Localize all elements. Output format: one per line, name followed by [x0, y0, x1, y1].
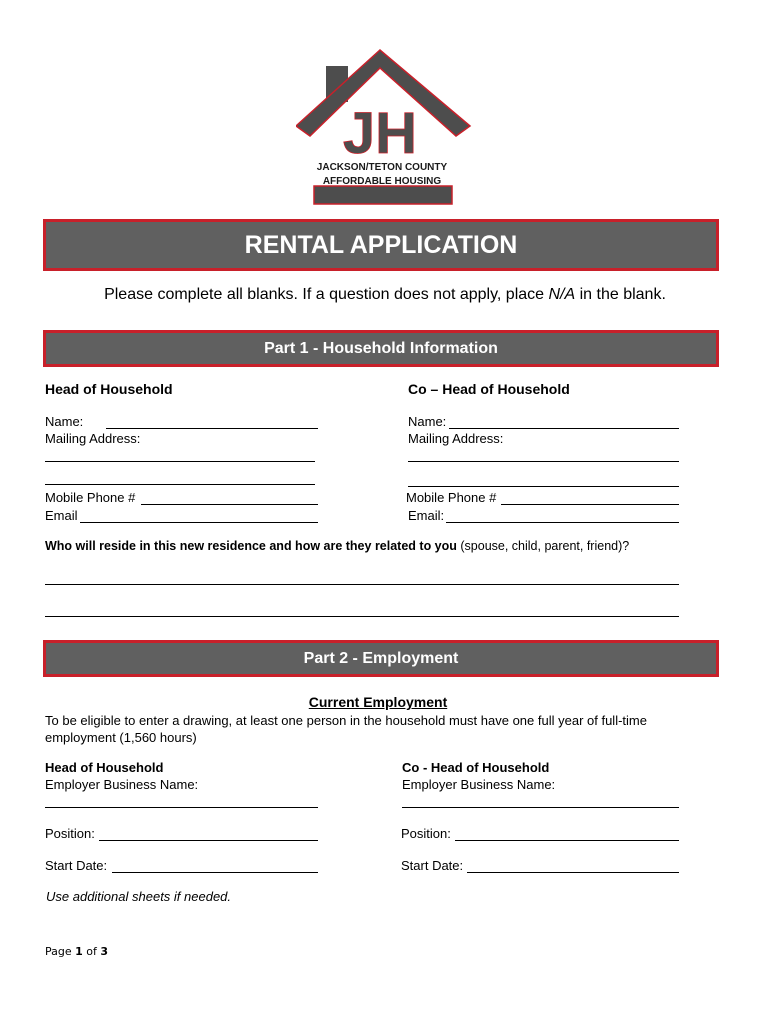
emp-head-position-label: Position: — [45, 826, 95, 841]
head-email-field[interactable] — [80, 522, 318, 523]
page-word: Page — [45, 945, 72, 958]
cohead-address-line-1[interactable] — [408, 461, 679, 462]
emp-head-title: Head of Household — [45, 760, 164, 775]
part2-header: Part 2 - Employment — [43, 640, 719, 677]
emp-cohead-position-label: Position: — [401, 826, 451, 841]
page-total: 3 — [100, 945, 109, 958]
emp-cohead-employer-label: Employer Business Name: — [402, 777, 556, 792]
emp-head-employer-label: Employer Business Name: — [45, 777, 199, 792]
cohead-name-field[interactable] — [449, 428, 679, 429]
logo-line-2: AFFORDABLE HOUSING — [322, 176, 442, 187]
eligibility-note: To be eligible to enter a drawing, at least one person in the household must have one full year of full-time employment (1,560 hours) — [45, 713, 647, 745]
head-title: Head of Household — [45, 381, 173, 397]
additional-sheets-note: Use additional sheets if needed. — [46, 889, 232, 904]
residents-question-rest: (spouse, child, parent, friend)? — [456, 539, 630, 553]
house-logo-graphic — [296, 48, 476, 208]
emp-head-employer-field[interactable] — [45, 807, 318, 808]
head-email-label: Email — [45, 508, 78, 523]
head-mailing-label: Mailing Address: — [45, 431, 141, 446]
emp-cohead-start-label: Start Date: — [401, 858, 464, 873]
head-name-label: Name: — [45, 414, 84, 429]
cohead-title: Co – Head of Household — [408, 381, 570, 397]
head-name-field[interactable] — [106, 428, 318, 429]
instructions — [0, 286, 770, 304]
page-number — [45, 945, 108, 958]
na-text: N/A — [548, 286, 576, 303]
page-title: RENTAL APPLICATION — [43, 219, 719, 271]
residents-line-1[interactable] — [45, 584, 679, 585]
head-address-line-1[interactable] — [45, 461, 315, 462]
part1-header: Part 1 - Household Information — [43, 330, 719, 367]
head-phone-label: Mobile Phone # — [45, 490, 136, 505]
logo-line-1: JACKSON/TETON COUNTY — [316, 162, 448, 173]
cohead-email-field[interactable] — [446, 522, 679, 523]
residents-line-2[interactable] — [45, 616, 679, 617]
emp-cohead-start-field[interactable] — [467, 872, 679, 873]
head-address-line-2[interactable] — [45, 484, 315, 485]
page-current: 1 — [75, 945, 83, 958]
page-of: of — [86, 945, 97, 958]
cohead-phone-field[interactable] — [501, 504, 679, 505]
cohead-phone-label: Mobile Phone # — [406, 490, 497, 505]
residents-question — [45, 539, 629, 553]
logo-initials: JH — [342, 101, 418, 166]
emp-cohead-title: Co - Head of Household — [402, 760, 550, 775]
jh-logo — [296, 48, 476, 208]
emp-head-start-field[interactable] — [112, 872, 318, 873]
emp-head-position-field[interactable] — [99, 840, 318, 841]
emp-cohead-position-field[interactable] — [455, 840, 679, 841]
emp-head-start-label: Start Date: — [45, 858, 108, 873]
residents-question-bold: Who will reside in this new residence and how are they related to you — [45, 539, 457, 553]
cohead-mailing-label: Mailing Address: — [408, 431, 504, 446]
cohead-email-label: Email: — [408, 508, 445, 523]
cohead-address-line-2[interactable] — [408, 486, 679, 487]
instructions-text: Please complete all blanks. If a question does not apply, place — [104, 286, 549, 303]
cohead-name-label: Name: — [408, 414, 447, 429]
instructions-end: in the blank. — [575, 286, 666, 303]
emp-cohead-employer-field[interactable] — [402, 807, 679, 808]
head-phone-field[interactable] — [141, 504, 318, 505]
current-employment-heading: Current Employment — [308, 694, 448, 710]
